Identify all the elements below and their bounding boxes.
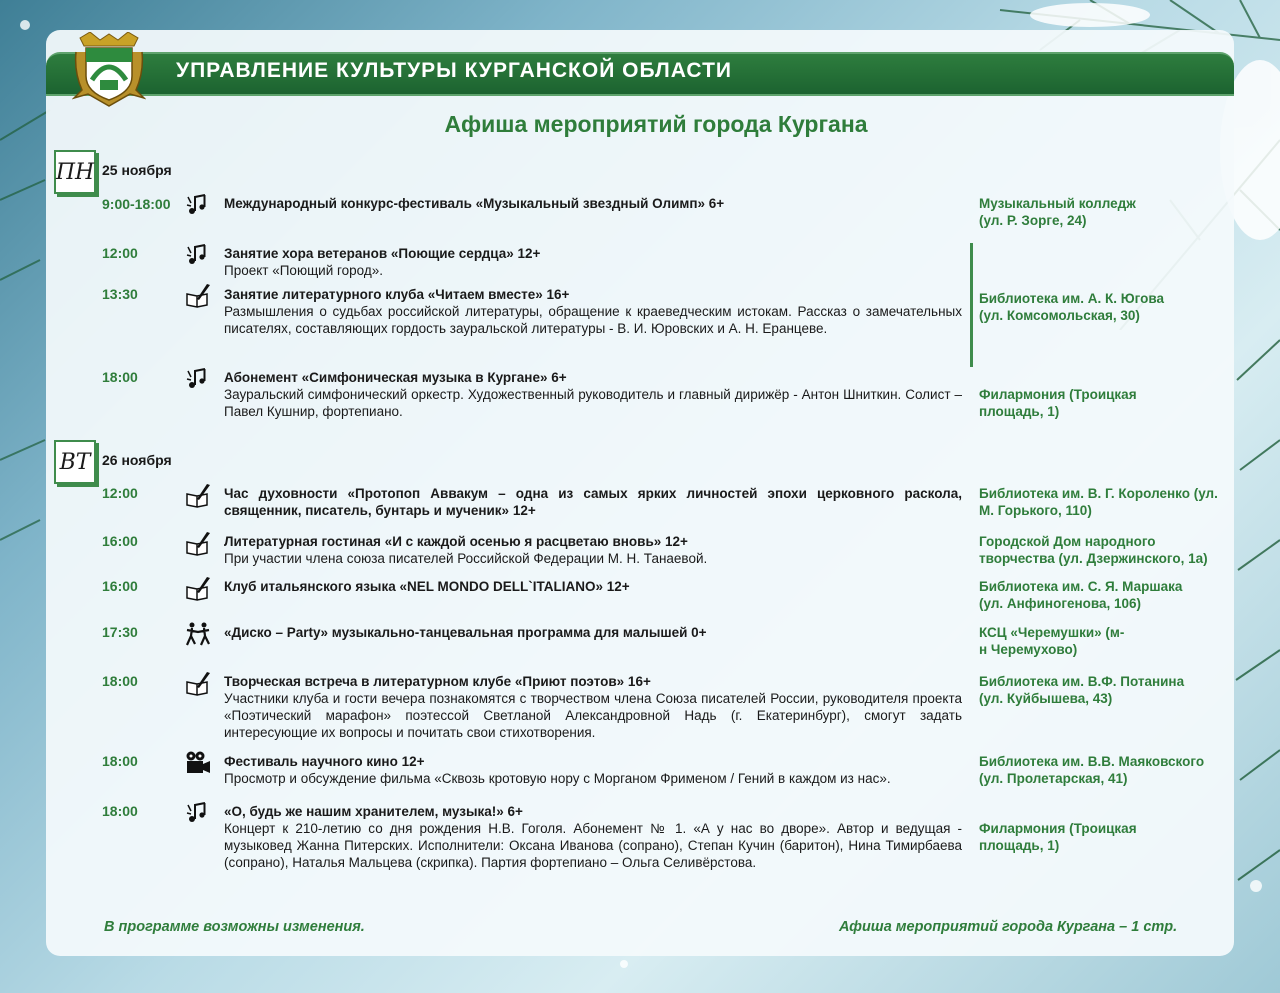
poster-panel	[46, 30, 1234, 956]
event-venue: Библиотека им. В.В. Маяковского (ул. Пролетарская, 41)	[979, 754, 1205, 786]
event-body	[224, 624, 962, 641]
music-notes-icon	[185, 801, 211, 825]
event-time: 16:00	[102, 533, 138, 549]
event-venue: Библиотека им. С. Я. Маршака (ул. Анфиногенова, 106)	[979, 579, 1183, 611]
day-date: 25 ноября	[102, 162, 172, 178]
org-title: УПРАВЛЕНИЕ КУЛЬТУРЫ КУРГАНСКОЙ ОБЛАСТИ	[176, 59, 732, 82]
day-date: 26 ноября	[102, 452, 172, 468]
book-quill-icon	[185, 577, 211, 601]
event-body	[224, 286, 962, 337]
event-body	[224, 673, 962, 741]
event-body	[224, 578, 962, 595]
book-quill-icon	[185, 284, 211, 308]
venue-divider-line	[970, 243, 973, 367]
event-title: Фестиваль научного кино 12+	[224, 754, 425, 769]
event-venue: КСЦ «Черемушки» (м-н Черемухово)	[979, 625, 1125, 657]
event-body	[224, 533, 962, 567]
event-body	[224, 245, 962, 279]
event-venue: Городской Дом народного творчества (ул. Дзержинского, 1а)	[979, 534, 1208, 566]
event-time: 18:00	[102, 673, 138, 689]
event-time: 17:30	[102, 624, 138, 640]
snow-flake	[620, 960, 628, 968]
event-title: Клуб итальянского языка «NEL MONDO DELL`ITALIANO» 12+	[224, 579, 630, 594]
region-emblem-icon	[72, 32, 146, 108]
event-description: Просмотр и обсуждение фильма «Сквозь кротовую нору с Морганом Фрименом / Гений в каждом из нас».	[224, 771, 891, 786]
music-notes-icon	[185, 193, 211, 217]
film-camera-icon	[185, 751, 211, 775]
event-description: Размышления о судьбах российской литературы, обращение к краеведческим истокам. Рассказ о замечательных писателях, составляющих гордость зауральской литературы - В. И. Юровских и А. Н. Еранцеве.	[224, 304, 962, 336]
event-description: Проект «Поющий город».	[224, 263, 383, 278]
event-time: 9:00-18:00	[102, 196, 171, 212]
event-time: 13:30	[102, 286, 138, 302]
event-body	[224, 369, 962, 420]
event-title: Литературная гостиная «И с каждой осенью я расцветаю вновь» 12+	[224, 534, 688, 549]
event-description: Зауральский симфонический оркестр. Художественный руководитель и главный дирижёр - Антон Шниткин. Солист – Павел Кушнир, фортепиано.	[224, 387, 962, 419]
event-title: «О, будь же нашим хранителем, музыка!» 6+	[224, 804, 523, 819]
dancers-icon	[185, 622, 211, 646]
footer-note: В программе возможны изменения.	[104, 919, 365, 935]
footer-page-label: Афиша мероприятий города Кургана – 1 стр.	[839, 919, 1178, 935]
music-notes-icon	[185, 367, 211, 391]
event-time: 18:00	[102, 753, 138, 769]
event-time: 12:00	[102, 245, 138, 261]
snow-flake	[1250, 880, 1262, 892]
event-time: 16:00	[102, 578, 138, 594]
book-quill-icon	[185, 484, 211, 508]
book-quill-icon	[185, 532, 211, 556]
event-body	[224, 485, 962, 519]
snow-flake	[20, 20, 30, 30]
event-description: Участники клуба и гости вечера познакомятся с творчеством члена Союза писателей России, руководителя проекта «Поэтический марафон» поэтессой Светланой Александровной Надь (г. Екатеринбург), смогут задать интересующие их вопросы и почитать свои стихотворения.	[224, 691, 962, 740]
event-time: 12:00	[102, 485, 138, 501]
event-title: Занятие хора ветеранов «Поющие сердца» 12+	[224, 246, 541, 261]
event-description: При участии члена союза писателей Российской Федерации М. Н. Танаевой.	[224, 551, 708, 566]
event-title: Международный конкурс-фестиваль «Музыкальный звездный Олимп» 6+	[224, 196, 725, 211]
event-venue: Филармония (Троицкая площадь, 1)	[979, 821, 1137, 853]
event-venue: Музыкальный колледж (ул. Р. Зорге, 24)	[979, 196, 1136, 228]
event-venue: Библиотека им. В.Ф. Потанина (ул. Куйбышева, 43)	[979, 674, 1185, 706]
day-badge-tuesday: ВТ	[54, 440, 96, 484]
event-title: Абонемент «Симфоническая музыка в Кургане» 6+	[224, 370, 567, 385]
event-title: Занятие литературного клуба «Читаем вместе» 16+	[224, 287, 570, 302]
event-title: Час духовности «Протопоп Аввакум – одна из самых ярких личностей эпохи церковного раскола, священник, писатель, бунтарь и мученик» 12+	[224, 486, 962, 518]
event-body	[224, 753, 962, 787]
event-title: «Диско – Party» музыкально-танцевальная программа для малышей 0+	[224, 625, 707, 640]
event-venue: Библиотека им. А. К. Югова (ул. Комсомольская, 30)	[979, 291, 1164, 323]
event-time: 18:00	[102, 803, 138, 819]
music-notes-icon	[185, 243, 211, 267]
fir-branch-right	[1232, 320, 1280, 940]
event-title: Творческая встреча в литературном клубе «Приют поэтов» 16+	[224, 674, 651, 689]
event-time: 18:00	[102, 369, 138, 385]
event-description: Концерт к 210-летию со дня рождения Н.В. Гоголя. Абонемент № 1. «А у нас во дворе». Автор и ведущая - музыковед Жанна Питерских. Исполнители: Оксана Иванова (сопрано), Степан Кучин (баритон), Нина Тимирбаева (сопрано), Наталья Мальцева (скрипка). Партия фортепиано – Ольга Селивёрстова.	[224, 821, 962, 870]
event-body	[224, 803, 962, 871]
event-venue: Филармония (Троицкая площадь, 1)	[979, 387, 1137, 419]
page-title: Афиша мероприятий города Кургана	[444, 111, 868, 137]
day-badge-monday: ПН	[54, 150, 96, 194]
event-body	[224, 195, 962, 212]
book-quill-icon	[185, 672, 211, 696]
event-venue: Библиотека им. В. Г. Короленко (ул. М. Горького, 110)	[979, 486, 1218, 518]
